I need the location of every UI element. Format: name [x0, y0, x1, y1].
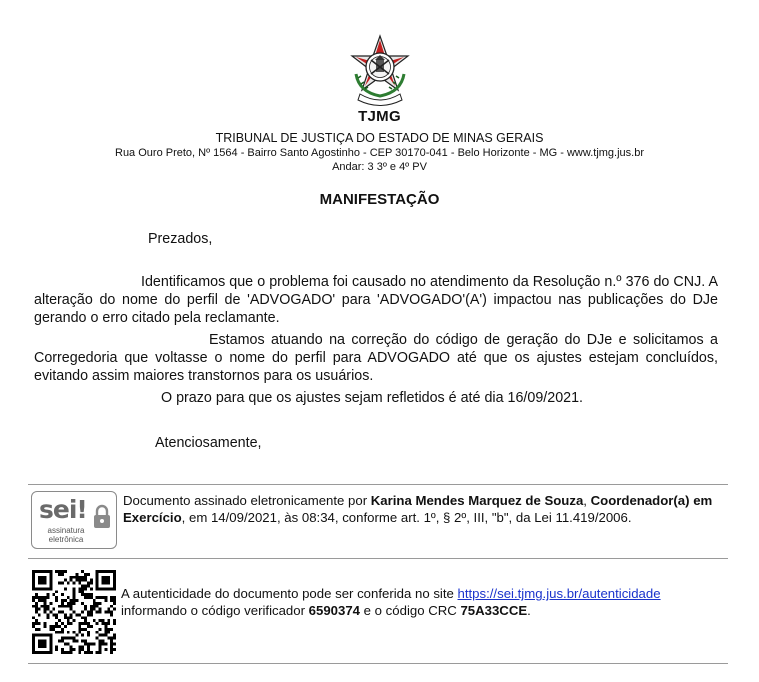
authenticity-link[interactable]: https://sei.tjmg.jus.br/autenticidade [457, 586, 661, 601]
signature-statement [123, 492, 723, 526]
closing: Atenciosamente, [155, 435, 262, 451]
greeting: Prezados, [148, 231, 213, 247]
lock-icon [93, 503, 111, 529]
court-name: TRIBUNAL DE JUSTIÇA DO ESTADO DE MINAS GERAIS [215, 131, 544, 145]
seal-caption: assinatura eletrônica [47, 526, 85, 544]
separator-middle [28, 558, 728, 559]
signature-prefix: Documento assinado eletronicamente por [123, 493, 371, 508]
signer-role: Coordenador(a) em Exercício [123, 493, 713, 525]
tjmg-emblem-icon [347, 34, 413, 108]
authenticity-block [28, 567, 728, 657]
electronic-signature [28, 488, 728, 552]
crc-code: 75A33CCE [460, 603, 528, 618]
authenticity-prefix: A autenticidade do documento pode ser conferida no site [121, 586, 458, 601]
brand-name: TJMG [358, 108, 401, 125]
signature-suffix: , em 14/09/2021, às 08:34, conforme art. 1º, § 2º, III, "b", da Lei 11.419/2006. [181, 510, 632, 525]
paragraph-2: Estamos atuando na correção do código de geração do DJe e solicitamos a Corregedoria que voltasse o nome do perfil para ADVOGADO até que os ajustes estejam concluídos, evitando assim maiores transtornos para os usuários. [34, 332, 718, 384]
document-title: MANIFESTAÇÃO [319, 191, 440, 208]
court-floor: Andar: 3 3º e 4º PV [332, 161, 427, 173]
authenticity-statement [121, 585, 721, 619]
letterhead [0, 34, 759, 173]
authenticity-middle: informando o código verificador [121, 603, 309, 618]
authenticity-middle2: e o código CRC [360, 603, 461, 618]
paragraph-1: Identificamos que o problema foi causado no atendimento da Resolução n.º 376 do CNJ. A alteração do nome do perfil de 'ADVOGADO' para 'ADVOGADO'(A') impactou nas publicações do DJe gerando o erro citado pela reclamante. [34, 274, 718, 326]
qr-code-icon [32, 570, 116, 654]
separator-top [28, 484, 728, 485]
sei-logo: sei! [39, 495, 87, 524]
authenticity-end: . [527, 603, 531, 618]
signature-comma: , [583, 493, 591, 508]
separator-bottom [28, 663, 728, 664]
paragraph-3: O prazo para que os ajustes sejam refletidos é até dia 16/09/2021. [161, 390, 584, 406]
court-address: Rua Ouro Preto, Nº 1564 - Bairro Santo Agostinho - CEP 30170-041 - Belo Horizonte - MG - www.tjmg.jus.br [115, 147, 644, 159]
signer-name: Karina Mendes Marquez de Souza [370, 493, 584, 508]
sei-seal [31, 491, 117, 549]
verifier-code: 6590374 [308, 603, 361, 618]
